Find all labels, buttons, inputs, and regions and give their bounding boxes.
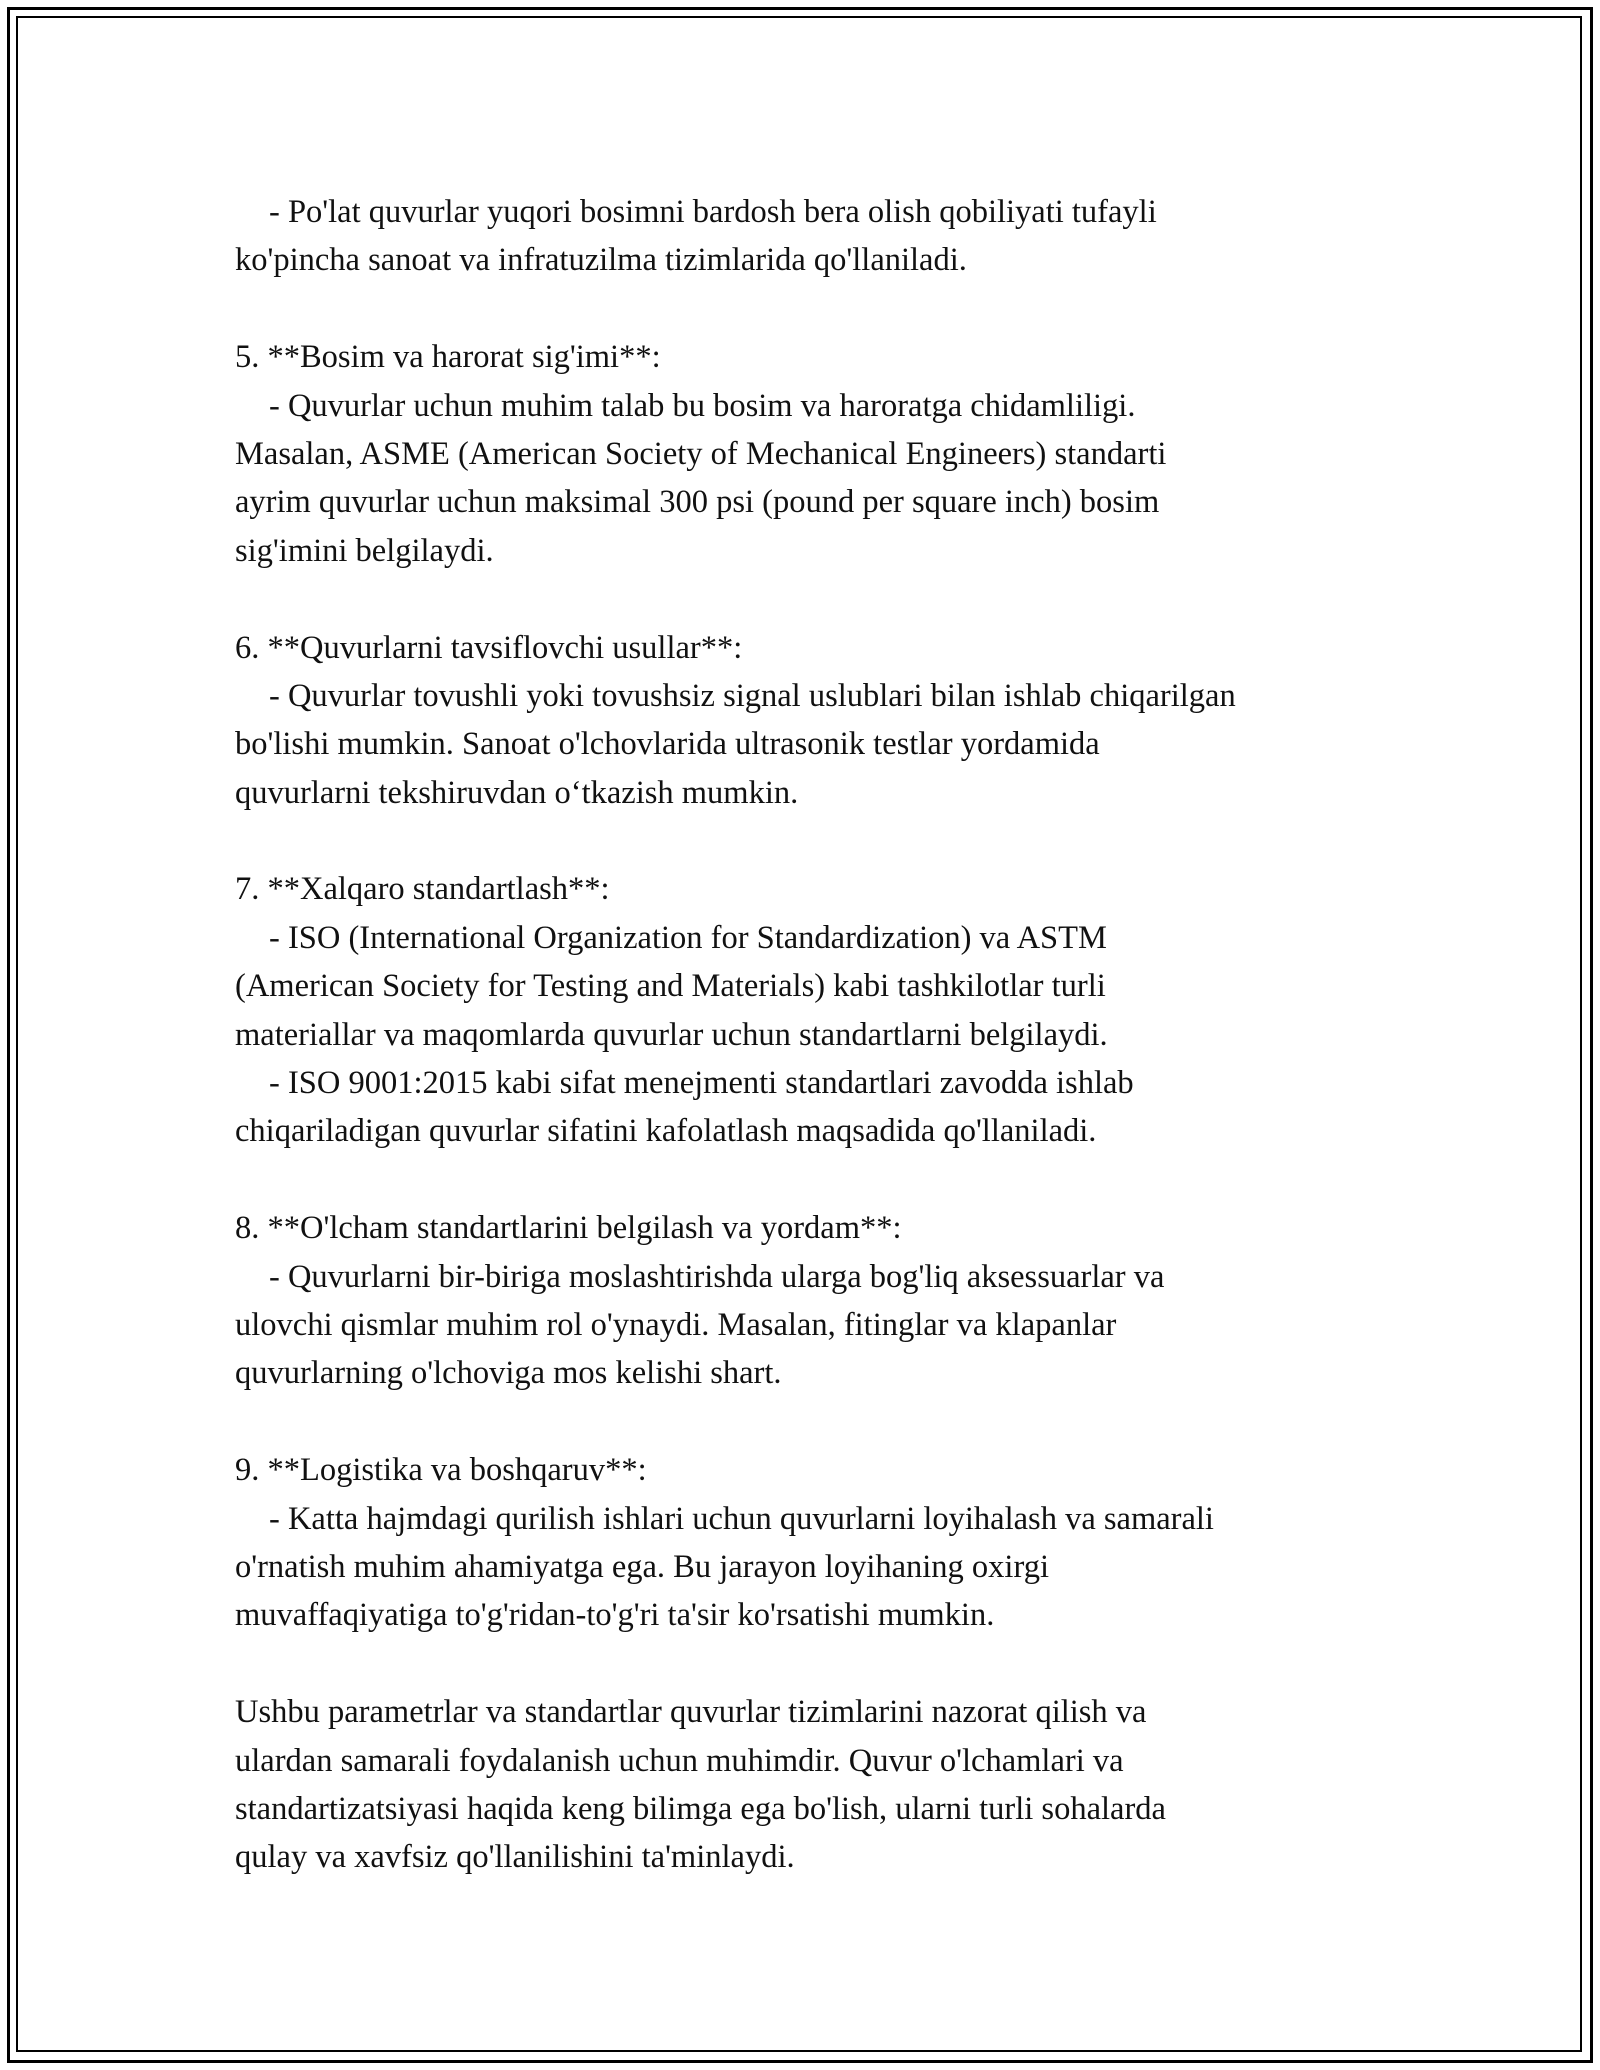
text-line: materiallar va maqomlarda quvurlar uchun standartlarni belgilaydi.	[235, 1016, 1108, 1053]
text-line: quvurlarning o'lchoviga mos kelishi shart.	[235, 1355, 782, 1392]
text-line: ulardan samarali foydalanish uchun muhimdir. Quvur o'lchamlari va	[235, 1742, 1124, 1779]
section-heading: 9. **Logistika va boshqaruv**:	[235, 1452, 647, 1489]
text-line: Ushbu parametrlar va standartlar quvurlar tizimlarini nazorat qilish va	[235, 1694, 1147, 1731]
text-line: (American Society for Testing and Materials) kabi tashkilotlar turli	[235, 968, 1106, 1005]
text-line: chiqariladigan quvurlar sifatini kafolatlash maqsadida qo'llaniladi.	[235, 1113, 1097, 1150]
text-line: sig'imini belgilaydi.	[235, 532, 494, 569]
section-7	[235, 865, 1395, 1155]
section-5	[235, 333, 1395, 575]
bullet-line: - Quvurlar tovushli yoki tovushsiz signal uslublari bilan ishlab chiqarilgan	[269, 677, 1236, 714]
section-6	[235, 624, 1395, 818]
section-8	[235, 1204, 1395, 1398]
section-heading: 6. **Quvurlarni tavsiflovchi usullar**:	[235, 629, 743, 666]
section-heading: 5. **Bosim va harorat sig'imi**:	[235, 339, 661, 376]
bullet-line: - Quvurlarni bir-biriga moslashtirishda ularga bog'liq aksessuarlar va	[269, 1258, 1165, 1295]
text-line: bo'lishi mumkin. Sanoat o'lchovlarida ultrasonik testlar yordamida	[235, 726, 1100, 763]
blank-line	[235, 817, 1395, 865]
section-9	[235, 1446, 1395, 1640]
text-line: qulay va xavfsiz qo'llanilishini ta'minlaydi.	[235, 1839, 795, 1876]
blank-line	[235, 1640, 1395, 1688]
text-line: Masalan, ASME (American Society of Mechanical Engineers) standarti	[235, 435, 1167, 472]
blank-line	[235, 1156, 1395, 1204]
text-line: ko'pincha sanoat va infratuzilma tizimlarida qo'llaniladi.	[235, 242, 967, 279]
section-heading: 8. **O'lcham standartlarini belgilash va yordam**:	[235, 1210, 902, 1247]
intro-paragraph	[235, 188, 1395, 285]
document-body	[235, 188, 1395, 1882]
blank-line	[235, 1398, 1395, 1446]
bullet-line: - Po'lat quvurlar yuqori bosimni bardosh bera olish qobiliyati tufayli	[269, 194, 1157, 230]
conclusion-paragraph	[235, 1688, 1395, 1882]
text-line: quvurlarni tekshiruvdan o‘tkazish mumkin.	[235, 774, 799, 811]
bullet-line: - ISO (International Organization for Standardization) va ASTM	[269, 919, 1107, 956]
blank-line	[235, 575, 1395, 623]
text-line: muvaffaqiyatiga to'g'ridan-to'g'ri ta'sir ko'rsatishi mumkin.	[235, 1597, 995, 1634]
section-heading: 7. **Xalqaro standartlash**:	[235, 871, 610, 908]
text-line: o'rnatish muhim ahamiyatga ega. Bu jarayon loyihaning oxirgi	[235, 1548, 1049, 1585]
text-line: ayrim quvurlar uchun maksimal 300 psi (pound per square inch) bosim	[235, 484, 1160, 521]
blank-line	[235, 285, 1395, 333]
text-line: standartizatsiyasi haqida keng bilimga ega bo'lish, ularni turli sohalarda	[235, 1790, 1166, 1827]
bullet-line: - Quvurlar uchun muhim talab bu bosim va haroratga chidamliligi.	[269, 387, 1136, 424]
text-line: ulovchi qismlar muhim rol o'ynaydi. Masalan, fitinglar va klapanlar	[235, 1306, 1117, 1343]
bullet-line: - ISO 9001:2015 kabi sifat menejmenti standartlari zavodda ishlab	[269, 1065, 1134, 1102]
bullet-line: - Katta hajmdagi qurilish ishlari uchun quvurlarni loyihalash va samarali	[269, 1500, 1214, 1537]
